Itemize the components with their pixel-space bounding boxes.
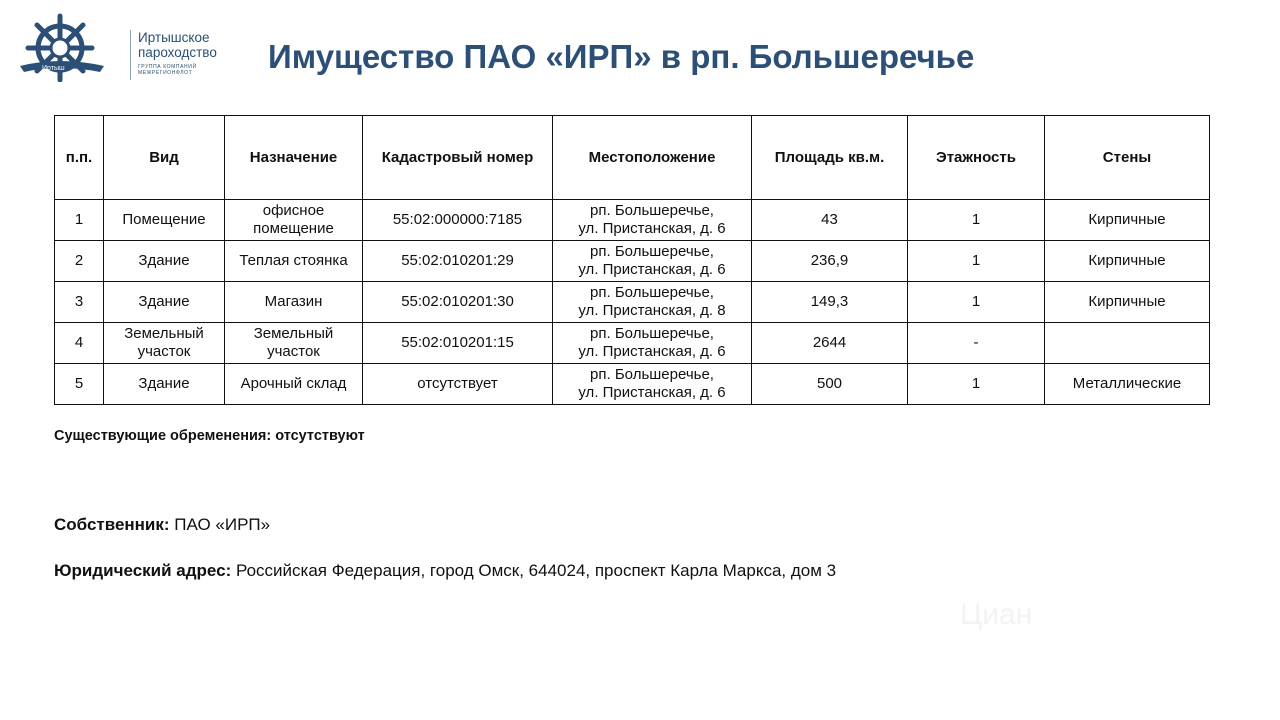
cell-type: Помещение — [104, 200, 225, 241]
cell-type: Здание — [104, 282, 225, 323]
cell-area: 236,9 — [752, 241, 908, 282]
cell-walls — [1045, 323, 1210, 364]
logo-sub-line1: ГРУППА КОМПАНИЙ — [138, 64, 197, 70]
logo-divider — [130, 30, 131, 80]
logo-name-line2: пароходство — [138, 45, 217, 60]
header-type: Вид — [104, 116, 225, 200]
cell-walls: Кирпичные — [1045, 282, 1210, 323]
address-label: Юридический адрес: — [54, 561, 232, 580]
cell-location: рп. Большеречье, ул. Пристанская, д. 6 — [553, 323, 752, 364]
cell-purpose: офисное помещение — [225, 200, 363, 241]
cell-purpose: Теплая стоянка — [225, 241, 363, 282]
cell-cadastral: 55:02:010201:29 — [363, 241, 553, 282]
cell-purpose: Земельный участок — [225, 323, 363, 364]
table-row — [55, 364, 1210, 405]
cell-walls: Металлические — [1045, 364, 1210, 405]
cell-cadastral: 55:02:010201:15 — [363, 323, 553, 364]
cell-type: Земельный участок — [104, 323, 225, 364]
cell-area: 2644 — [752, 323, 908, 364]
logo-name-line1: Иртышское — [138, 30, 210, 45]
cell-purpose: Магазин — [225, 282, 363, 323]
header-area: Площадь кв.м. — [752, 116, 908, 200]
cell-location: рп. Большеречье, ул. Пристанская, д. 6 — [553, 241, 752, 282]
table-header-row — [55, 116, 1210, 200]
cell-type: Здание — [104, 241, 225, 282]
cell-purpose: Арочный склад — [225, 364, 363, 405]
logo-sub-line2: МЕЖРЕГИОНФЛОТ — [138, 70, 193, 76]
header-cadastral: Кадастровый номер — [363, 116, 553, 200]
legal-address-line — [54, 561, 836, 581]
logo-name — [138, 30, 217, 60]
table-row — [55, 282, 1210, 323]
emblem-text: Иртыш — [42, 65, 65, 72]
cell-floors: 1 — [908, 282, 1045, 323]
cell-number: 1 — [55, 200, 104, 241]
cell-area: 43 — [752, 200, 908, 241]
header-purpose: Назначение — [225, 116, 363, 200]
cell-walls: Кирпичные — [1045, 241, 1210, 282]
logo-subtitle — [138, 64, 228, 76]
cell-walls: Кирпичные — [1045, 200, 1210, 241]
header-number: п.п. — [55, 116, 104, 200]
table-row — [55, 323, 1210, 364]
cell-number: 4 — [55, 323, 104, 364]
header-location: Местоположение — [553, 116, 752, 200]
cell-number: 2 — [55, 241, 104, 282]
owner-value: ПАО «ИРП» — [169, 515, 271, 534]
cell-location: рп. Большеречье, ул. Пристанская, д. 6 — [553, 364, 752, 405]
cell-number: 5 — [55, 364, 104, 405]
cell-location: рп. Большеречье, ул. Пристанская, д. 8 — [553, 282, 752, 323]
cell-cadastral: отсутствует — [363, 364, 553, 405]
property-table — [54, 115, 1210, 405]
cell-area: 149,3 — [752, 282, 908, 323]
table-row — [55, 200, 1210, 241]
ship-wheel-icon — [12, 12, 122, 82]
header-walls: Стены — [1045, 116, 1210, 200]
cell-floors: 1 — [908, 364, 1045, 405]
cell-floors: - — [908, 323, 1045, 364]
owner-line — [54, 515, 270, 535]
cell-cadastral: 55:02:010201:30 — [363, 282, 553, 323]
table-row — [55, 241, 1210, 282]
header-floors: Этажность — [908, 116, 1045, 200]
encumbrance-note: Существующие обременения: отсутствуют — [54, 428, 365, 444]
cell-area: 500 — [752, 364, 908, 405]
cell-floors: 1 — [908, 200, 1045, 241]
address-value: Российская Федерация, город Омск, 644024, проспект Карла Маркса, дом 3 — [231, 561, 837, 580]
cell-number: 3 — [55, 282, 104, 323]
owner-label: Собственник: — [54, 515, 170, 534]
cell-type: Здание — [104, 364, 225, 405]
watermark: Циан — [960, 598, 1033, 631]
cell-floors: 1 — [908, 241, 1045, 282]
page-title: Имущество ПАО «ИРП» в рп. Большеречье — [268, 38, 975, 75]
cell-cadastral: 55:02:000000:7185 — [363, 200, 553, 241]
cell-location: рп. Большеречье, ул. Пристанская, д. 6 — [553, 200, 752, 241]
company-logo — [12, 12, 222, 82]
